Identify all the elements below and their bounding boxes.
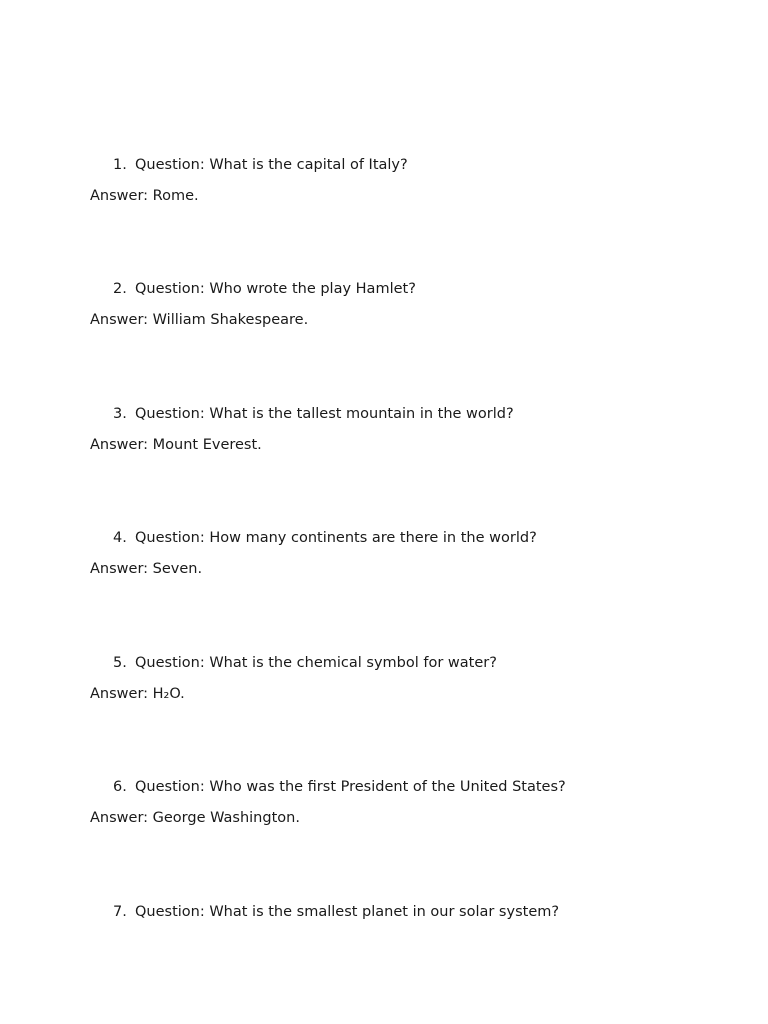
question-line [113,529,537,547]
question-line [113,156,408,174]
answer-text: Answer: Mount Everest. [90,437,262,453]
question-text: Question: What is the capital of Italy? [135,157,408,173]
answer-text: Answer: Rome. [90,188,199,204]
answer-text: Answer: H₂O. [90,686,185,702]
question-number: 7. [113,904,127,920]
question-line [113,654,497,672]
question-number: 6. [113,779,127,795]
question-number: 4. [113,530,127,546]
question-text: Question: Who was the first President of the United States? [135,779,566,795]
question-line [113,405,514,423]
question-number: 5. [113,655,127,671]
question-line [113,778,566,796]
question-number: 3. [113,406,127,422]
question-line [113,280,416,298]
question-line [113,903,559,921]
question-text: Question: How many continents are there in the world? [135,530,537,546]
question-text: Question: What is the smallest planet in our solar system? [135,904,560,920]
question-number: 1. [113,157,127,173]
answer-text: Answer: William Shakespeare. [90,312,309,328]
answer-text: Answer: Seven. [90,561,203,577]
question-text: Question: What is the tallest mountain in the world? [135,406,514,422]
answer-text: Answer: George Washington. [90,810,300,826]
question-number: 2. [113,281,127,297]
question-text: Question: What is the chemical symbol for water? [135,655,497,671]
question-text: Question: Who wrote the play Hamlet? [135,281,416,297]
